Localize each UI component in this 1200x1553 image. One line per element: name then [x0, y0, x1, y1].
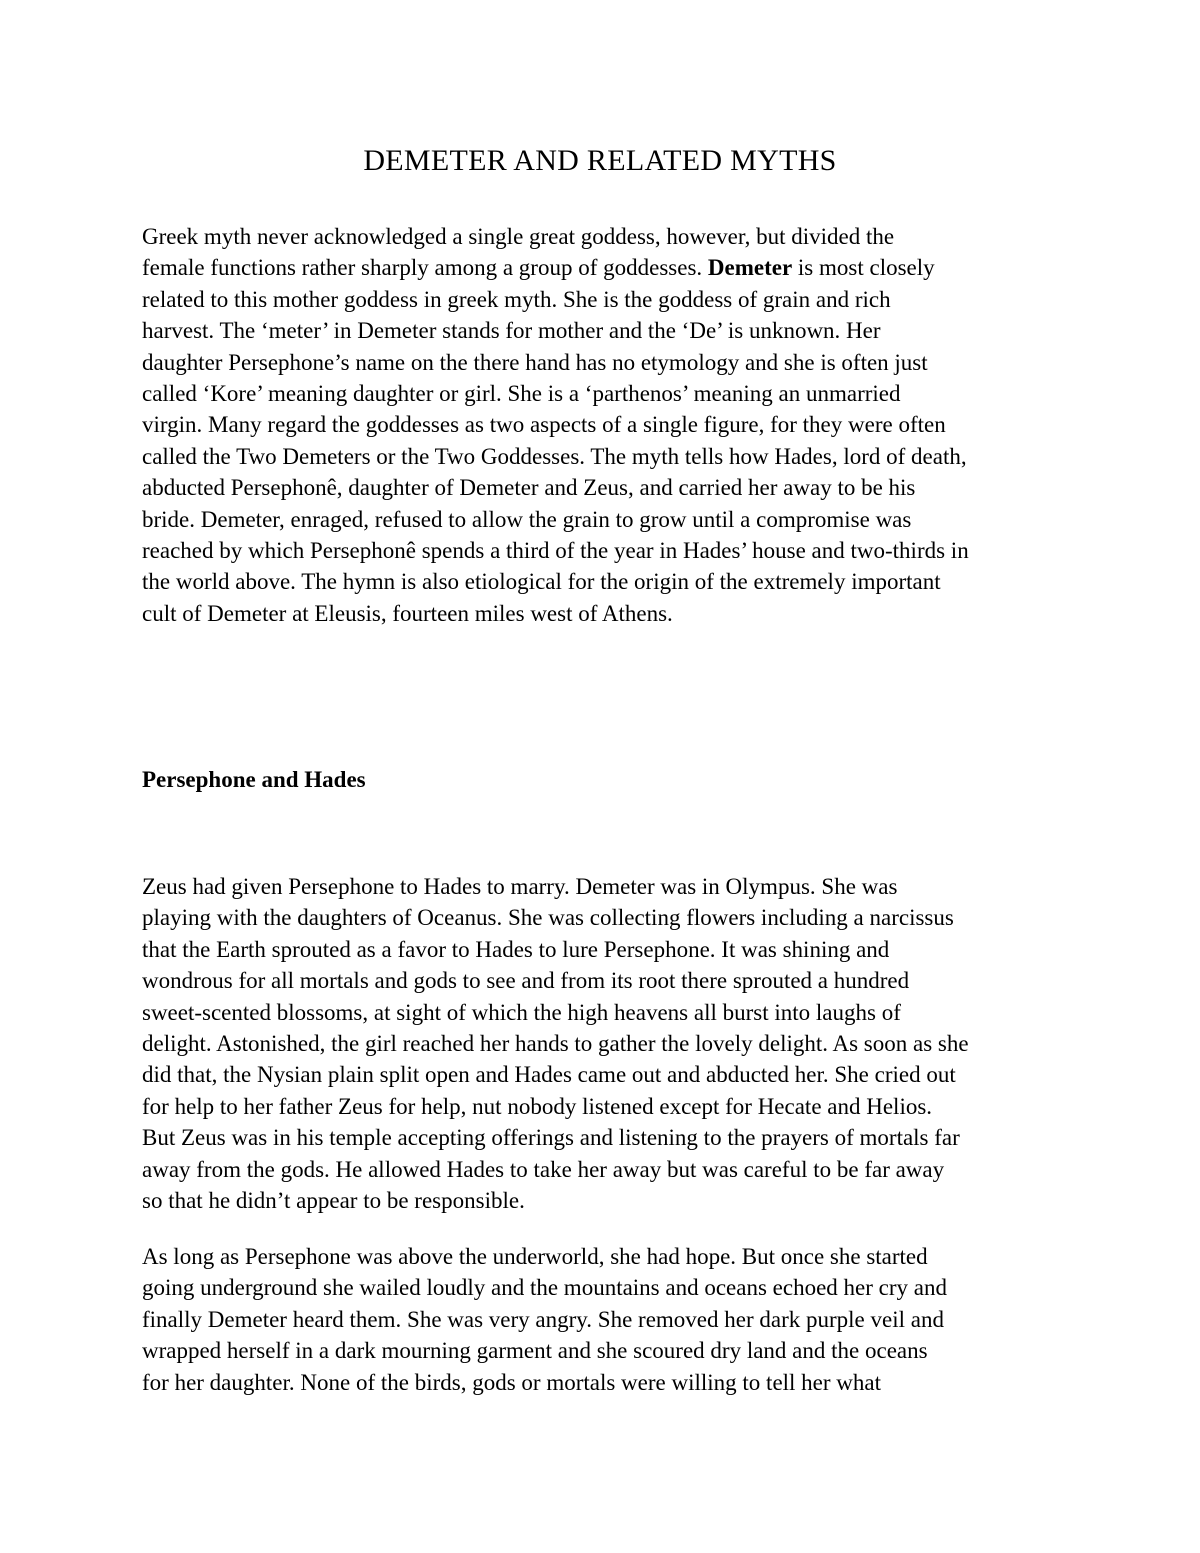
text-line: wrapped herself in a dark mourning garment and she scoured dry land and the oceans — [142, 1338, 928, 1364]
text-line: virgin. Many regard the goddesses as two aspects of a single figure, for they were often — [142, 412, 946, 438]
text-line: delight. Astonished, the girl reached her hands to gather the lovely delight. As soon as she — [142, 1031, 969, 1057]
text-line: wondrous for all mortals and gods to see and from its root there sprouted a hundred — [142, 968, 910, 994]
text-line: the world above. The hymn is also etiological for the origin of the extremely important — [142, 569, 941, 595]
text-line: for help to her father Zeus for help, nut nobody listened except for Hecate and Helios. — [142, 1093, 933, 1119]
text-line: cult of Demeter at Eleusis, fourteen miles west of Athens. — [142, 600, 673, 626]
text-line: called ‘Kore’ meaning daughter or girl. She is a ‘parthenos’ meaning an unmarried — [142, 381, 901, 407]
document-title: DEMETER AND RELATED MYTHS — [363, 144, 837, 177]
text-line: abducted Persephonê, daughter of Demeter and Zeus, and carried her away to be his — [142, 475, 916, 501]
bold-term-demeter: Demeter — [707, 255, 793, 281]
section-heading: Persephone and Hades — [142, 767, 366, 792]
body-paragraph-abduction — [142, 871, 969, 1216]
text-line: As long as Persephone was above the underworld, she had hope. But once she started — [142, 1244, 928, 1269]
intro-paragraph — [142, 221, 969, 629]
text-line — [142, 252, 969, 283]
text-line: reached by which Persephonê spends a third of the year in Hades’ house and two-thirds in — [142, 538, 969, 564]
text-line: Greek myth never acknowledged a single great goddess, however, but divided the — [142, 224, 895, 249]
text-line: But Zeus was in his temple accepting offerings and listening to the prayers of mortals far — [142, 1125, 960, 1151]
text-line: so that he didn’t appear to be responsible. — [142, 1188, 525, 1214]
text-line: that the Earth sprouted as a favor to Hades to lure Persephone. It was shining and — [142, 936, 890, 962]
body-paragraph-search — [142, 1241, 947, 1398]
text-line: daughter Persephone’s name on the there hand has no etymology and she is often just — [142, 349, 928, 375]
text-line: going underground she wailed loudly and the mountains and oceans echoed her cry and — [142, 1275, 947, 1301]
text-line: called the Two Demeters or the Two Goddesses. The myth tells how Hades, lord of death, — [142, 443, 967, 469]
text-line: playing with the daughters of Oceanus. She was collecting flowers including a narcissus — [142, 905, 954, 931]
text-line: Zeus had given Persephone to Hades to marry. Demeter was in Olympus. She was — [142, 874, 898, 899]
text-line: for her daughter. None of the birds, gods or mortals were willing to tell her what — [142, 1369, 882, 1395]
text-segment: is most closely — [792, 255, 935, 281]
text-line: related to this mother goddess in greek myth. She is the goddess of grain and rich — [142, 286, 891, 312]
text-line: finally Demeter heard them. She was very angry. She removed her dark purple veil and — [142, 1306, 944, 1332]
text-segment: female functions rather sharply among a group of goddesses. — [142, 255, 708, 281]
text-line: sweet-scented blossoms, at sight of which the high heavens all burst into laughs of — [142, 999, 901, 1025]
text-line: away from the gods. He allowed Hades to take her away but was careful to be far away — [142, 1156, 945, 1182]
text-line: did that, the Nysian plain split open and Hades came out and abducted her. She cried out — [142, 1062, 956, 1088]
text-line: bride. Demeter, enraged, refused to allow the grain to grow until a compromise was — [142, 506, 912, 532]
text-line: harvest. The ‘meter’ in Demeter stands for mother and the ‘De’ is unknown. Her — [142, 318, 881, 344]
